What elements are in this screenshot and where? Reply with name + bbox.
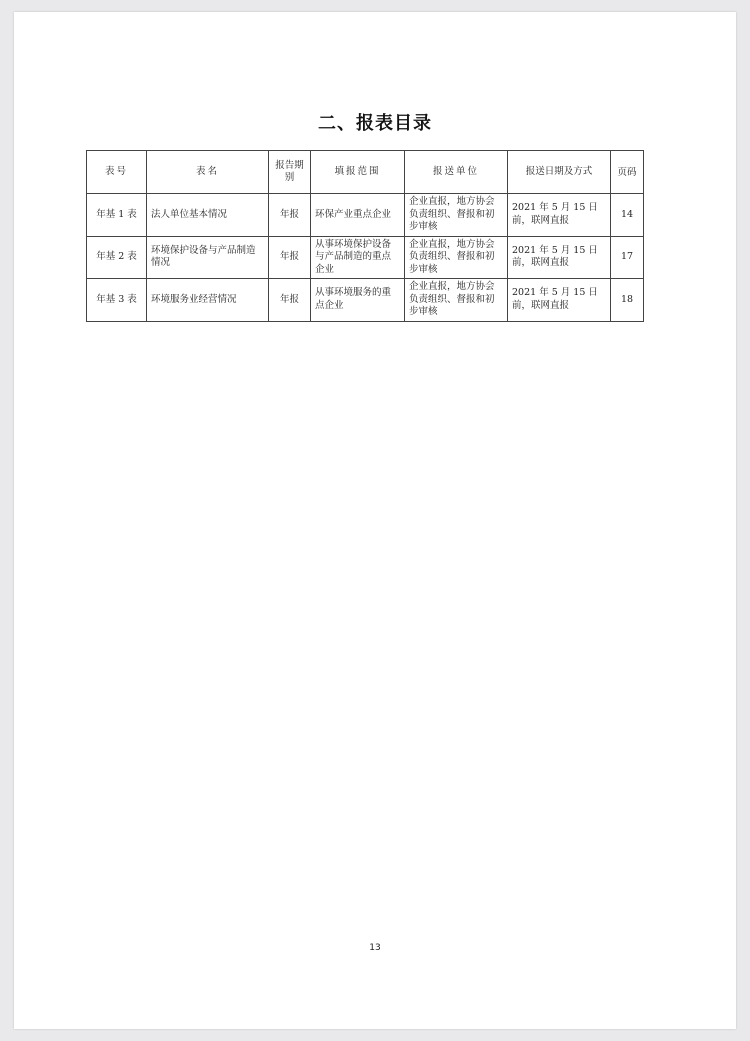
header-name: 表名: [147, 151, 269, 194]
cell-unit: 企业直报，地方协会负责组织、督报和初步审核: [405, 194, 508, 237]
cell-code: 年基 2 表: [87, 236, 147, 279]
cell-deadline: 2021 年 5 月 15 日前，联网直报: [508, 279, 611, 322]
report-catalog-table: [86, 150, 644, 322]
page-number: 13: [369, 943, 381, 953]
cell-period: 年报: [269, 279, 311, 322]
cell-name: 环境保护设备与产品制造情况: [147, 236, 269, 279]
cell-period: 年报: [269, 236, 311, 279]
table-row: [87, 194, 644, 237]
cell-deadline: 2021 年 5 月 15 日前，联网直报: [508, 194, 611, 237]
cell-code: 年基 3 表: [87, 279, 147, 322]
header-page: [611, 151, 644, 194]
document-page: [14, 12, 736, 1029]
table-row: [87, 236, 644, 279]
header-deadline: 报送日期及方式: [508, 151, 611, 194]
cell-unit: 企业直报，地方协会负责组织、督报和初步审核: [405, 279, 508, 322]
cell-scope: 环保产业重点企业: [311, 194, 405, 237]
table-header-row: [87, 151, 644, 194]
header-code: 表号: [87, 151, 147, 194]
cell-name: 环境服务业经营情况: [147, 279, 269, 322]
cell-unit: 企业直报，地方协会负责组织、督报和初步审核: [405, 236, 508, 279]
cell-scope: 从事环境服务的重点企业: [311, 279, 405, 322]
cell-scope: 从事环境保护设备与产品制造的重点企业: [311, 236, 405, 279]
cell-name: 法人单位基本情况: [147, 194, 269, 237]
page-title: 二、报表目录: [318, 113, 432, 134]
cell-page: 14: [611, 194, 644, 237]
cell-period: 年报: [269, 194, 311, 237]
header-scope: 填报范围: [311, 151, 405, 194]
cell-deadline: 2021 年 5 月 15 日前，联网直报: [508, 236, 611, 279]
header-period: 报告期别: [269, 151, 311, 194]
cell-code: 年基 1 表: [87, 194, 147, 237]
header-page-label: 页码: [617, 166, 637, 178]
header-unit: 报送单位: [405, 151, 508, 194]
cell-page: 17: [611, 236, 644, 279]
table-row: [87, 279, 644, 322]
cell-page: 18: [611, 279, 644, 322]
